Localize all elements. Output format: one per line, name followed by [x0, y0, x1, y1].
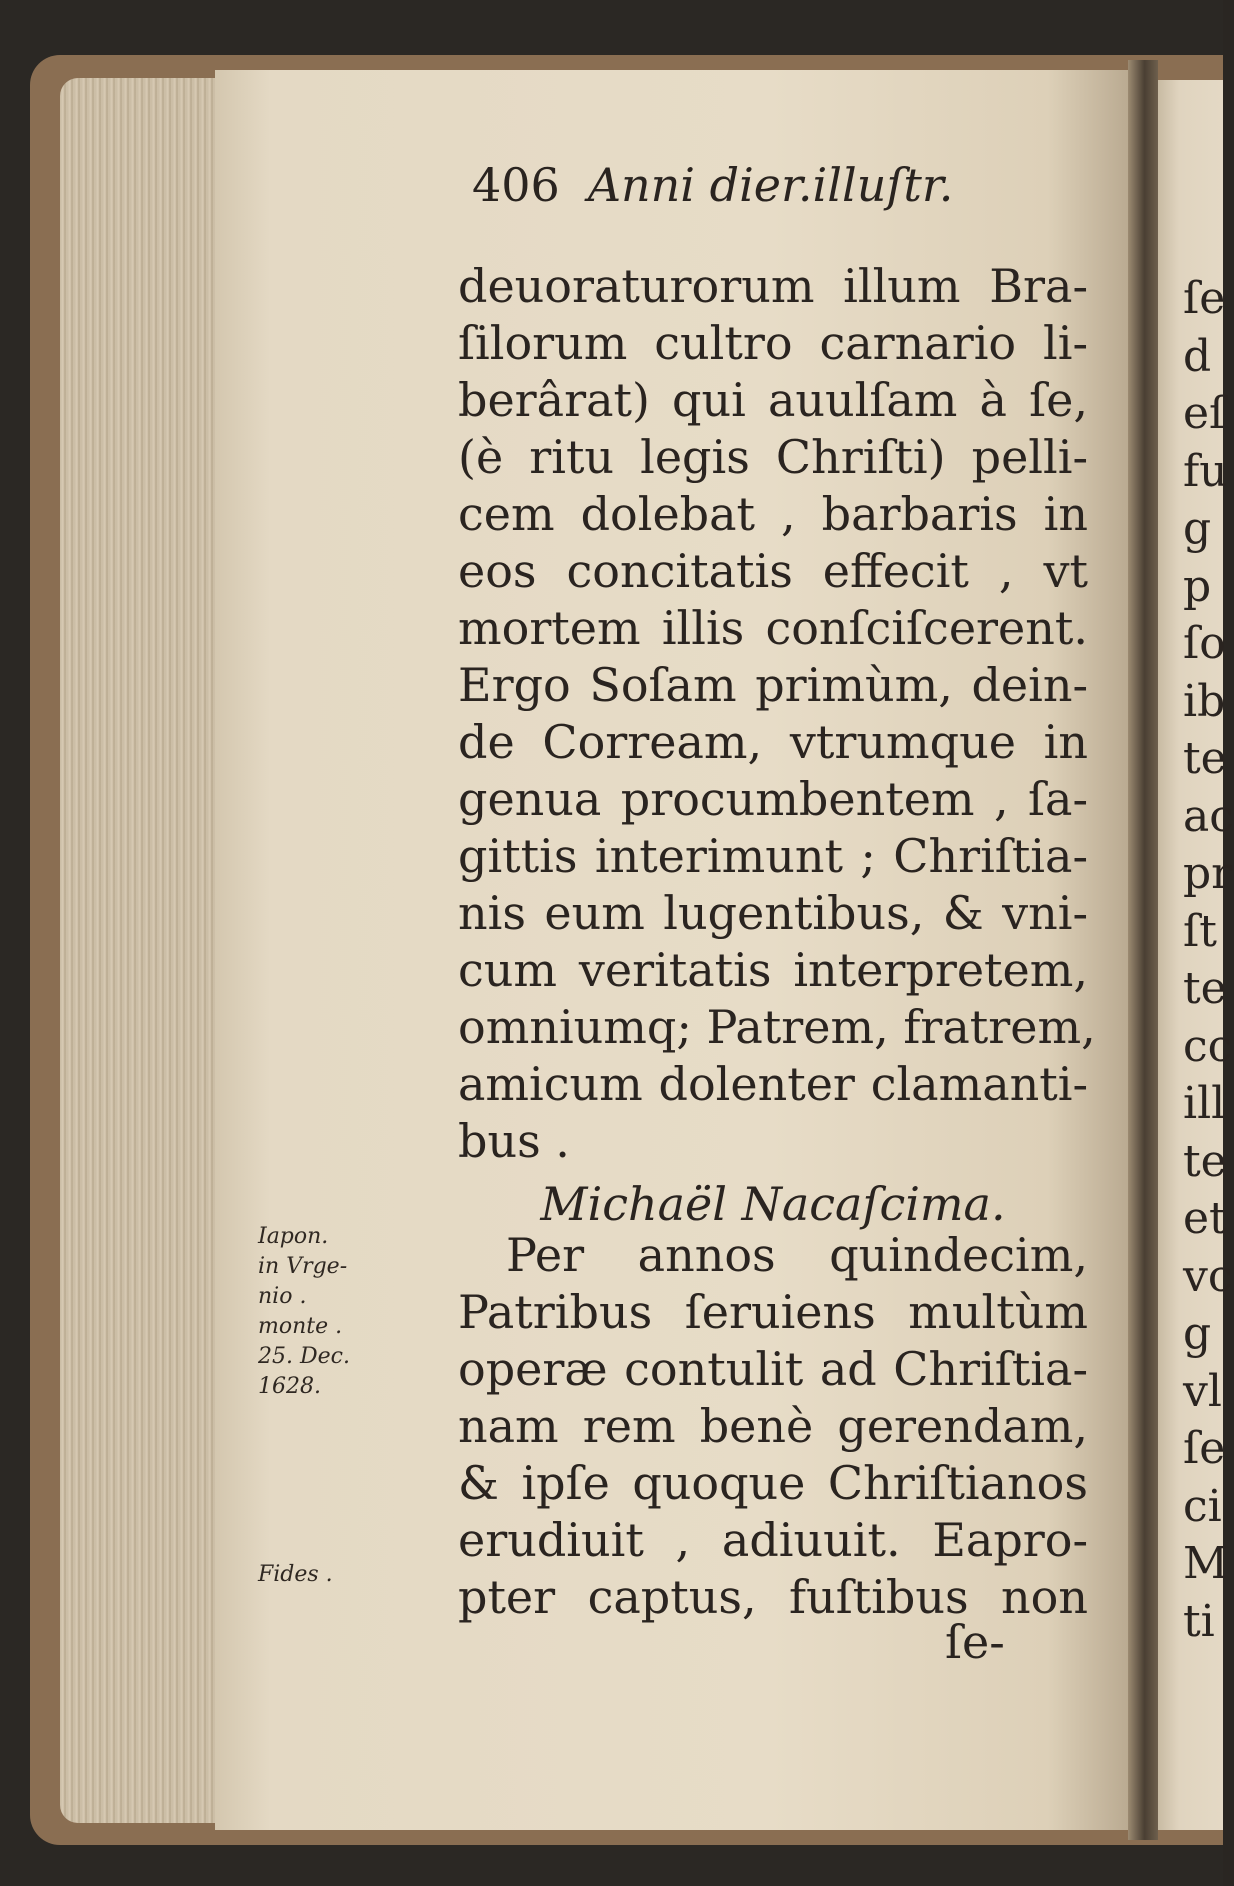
- fragment: M: [1183, 1538, 1229, 1589]
- text-line: gittis interimunt ; Chriſtia-: [458, 829, 1088, 883]
- fragment: ac: [1183, 790, 1234, 842]
- fragment: ib: [1183, 675, 1226, 727]
- fragment: vl: [1183, 1365, 1222, 1417]
- page-number: 406: [472, 158, 560, 212]
- margin-line: in Vrge-: [258, 1254, 348, 1279]
- text-line: nis eum lugentibus, & vni-: [458, 886, 1088, 940]
- book-gutter: [1128, 60, 1158, 1840]
- fragment: g: [1183, 503, 1212, 554]
- margin-line: nio .: [258, 1284, 307, 1309]
- fragment: ti: [1183, 1595, 1215, 1647]
- fragment: vc: [1183, 1250, 1233, 1302]
- next-page-text-fragments: [1183, 270, 1234, 1650]
- margin-line: Iapon.: [258, 1224, 329, 1249]
- fragment: g: [1183, 1308, 1212, 1359]
- text-line: operæ contulit ad Chriſtia-: [458, 1342, 1088, 1396]
- heading-row: [458, 1170, 1088, 1231]
- text-line: ſilorum cultro carnario li-: [458, 316, 1088, 370]
- margin-note-fides: Fides .: [258, 1562, 333, 1587]
- margin-line: 1628.: [258, 1374, 321, 1399]
- text-line: omniumq; Patrem, fratrem,: [458, 1000, 1096, 1054]
- fragment: ſt: [1183, 905, 1217, 957]
- text-line: & ipſe quoque Chriſtianos: [458, 1456, 1088, 1510]
- text-line: amicum dolenter clamanti-: [458, 1057, 1088, 1111]
- fragment: ſe: [1183, 273, 1226, 324]
- fragment: pr: [1183, 848, 1233, 899]
- fragment: ſo: [1183, 618, 1226, 669]
- fragment: fu: [1183, 445, 1228, 497]
- fragment: te: [1183, 963, 1227, 1014]
- text-line: cem dolebat , barbaris in: [458, 487, 1088, 541]
- text-line: nam rem benè gerendam,: [458, 1399, 1088, 1453]
- text-line: erudiuit , adiuuit. Eapro-: [458, 1513, 1088, 1567]
- running-header: [472, 158, 953, 212]
- catchword: ſe-: [945, 1615, 1005, 1669]
- fragment: ſe: [1183, 1423, 1226, 1474]
- main-text: [458, 258, 1096, 1626]
- text-line: cum veritatis interpretem,: [458, 943, 1088, 997]
- fragment: te: [1183, 1135, 1227, 1187]
- text-line: de Corream, vtrumque in: [458, 715, 1088, 769]
- fragment: d: [1183, 330, 1212, 382]
- running-title: Anni dier.illuſtr.: [587, 158, 954, 212]
- text-line: berârat) qui auulſam à ſe,: [458, 373, 1088, 427]
- text-line: mortem illis conſciſcerent.: [458, 601, 1088, 655]
- fragment: ci: [1183, 1480, 1222, 1532]
- text-line: pter captus, fuſtibus non: [458, 1570, 1088, 1624]
- text-line: genua procumbentem , ſa-: [458, 772, 1088, 826]
- margin-line: monte .: [258, 1314, 343, 1339]
- text-line: eos concitatis effecit , vt: [458, 544, 1088, 598]
- section-heading: Michaël Nacaſcima.: [540, 1177, 1006, 1231]
- fragment: te: [1183, 733, 1227, 784]
- text-line: deuoraturorum illum Bra-: [458, 259, 1088, 313]
- fragment: p: [1183, 560, 1212, 612]
- text-line: bus .: [458, 1114, 570, 1168]
- fragment: cc: [1183, 1020, 1233, 1072]
- margin-note-place: [258, 1222, 350, 1402]
- text-line: Ergo Soſam primùm, dein-: [458, 658, 1088, 712]
- text-line: (è ritu legis Chriſti) pelli-: [458, 430, 1088, 484]
- fragment: eſ: [1183, 388, 1226, 439]
- fragment: et: [1183, 1193, 1227, 1244]
- text-line: Patribus ſeruiens multùm: [458, 1285, 1088, 1339]
- fragment: ill: [1183, 1078, 1226, 1129]
- margin-line: 25. Dec.: [258, 1344, 350, 1369]
- text-line: Per annos quindecim,: [506, 1228, 1088, 1282]
